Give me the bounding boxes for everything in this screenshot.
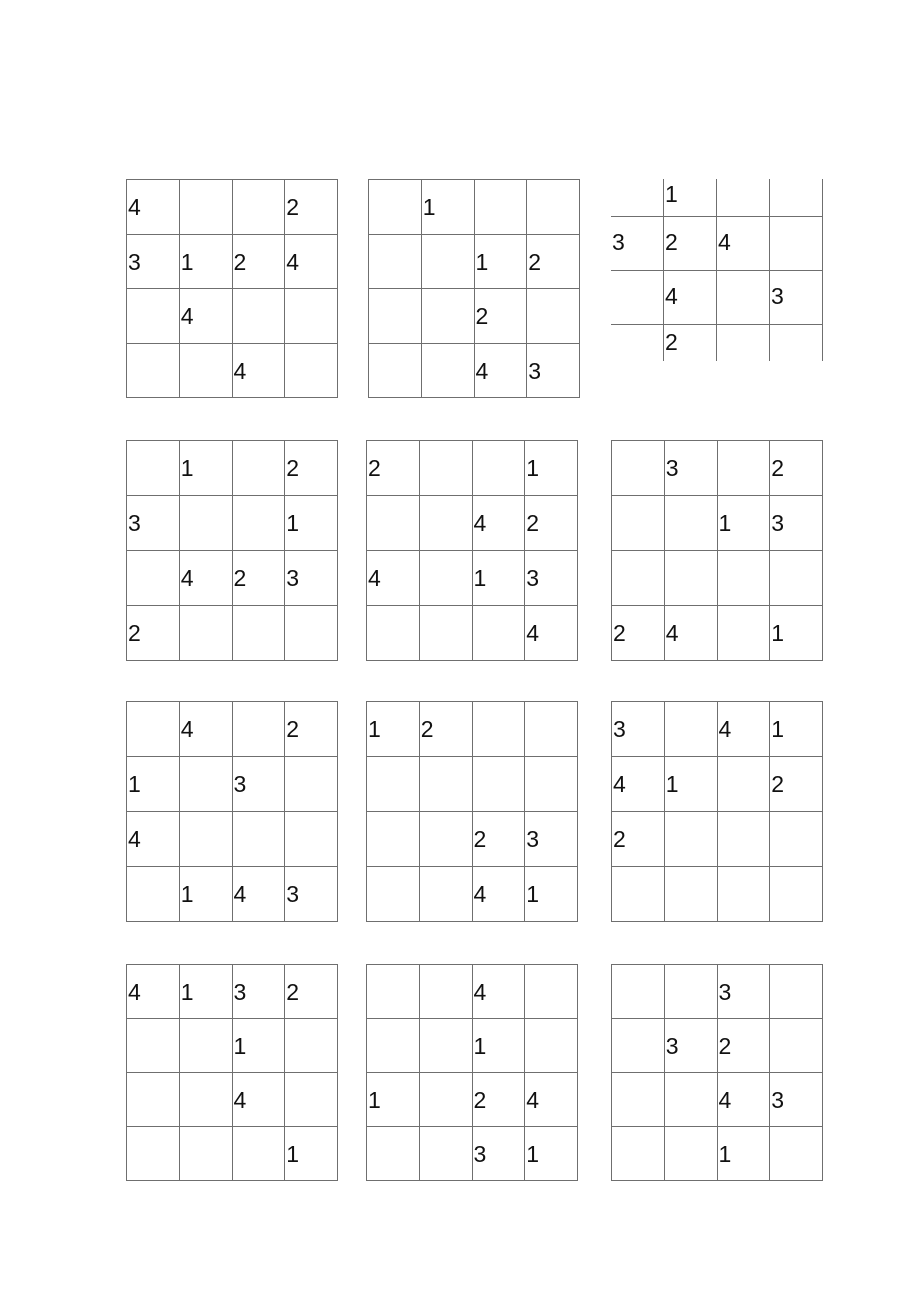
grid-cell [473, 1127, 526, 1181]
grid-cell [525, 965, 578, 1019]
cell-digit: 3 [286, 565, 300, 591]
grid-cell [233, 1073, 286, 1127]
grid-cell [664, 217, 717, 271]
cell-digit: 1 [718, 1141, 732, 1167]
cell-digit: 4 [233, 1087, 247, 1113]
cell-digit: 1 [771, 620, 785, 646]
grid-cell [367, 441, 420, 496]
cell-digit: 4 [718, 229, 731, 255]
grid-cell [611, 179, 664, 217]
grid-cell [475, 180, 528, 235]
grid-cell [127, 965, 180, 1019]
grid-cell [420, 606, 473, 661]
cell-digit: 4 [128, 979, 141, 1005]
cell-digit: 2 [528, 248, 542, 275]
grid-cell [420, 1019, 473, 1073]
grid-cell [525, 606, 578, 661]
cell-digit: 2 [286, 194, 300, 220]
cell-digit: 2 [771, 455, 785, 481]
cell-digit: 1 [180, 979, 194, 1005]
cell-digit: 4 [475, 357, 489, 384]
grid-cell [612, 1019, 665, 1073]
cell-digit: 1 [473, 565, 487, 591]
grid-cell [180, 289, 233, 344]
grid-cell [420, 812, 473, 867]
cell-digit: 2 [286, 455, 300, 481]
grid-cell [422, 235, 475, 290]
cell-digit: 4 [665, 283, 678, 309]
grid-cell [367, 867, 420, 922]
grid-cell [665, 812, 718, 867]
sudoku-grid-11 [366, 964, 578, 1181]
grid-cell [285, 235, 338, 290]
grid-cell [612, 441, 665, 496]
grid-cell [180, 702, 233, 757]
grid-cell [473, 1019, 526, 1073]
cell-digit: 3 [718, 979, 732, 1005]
grid-cell [127, 812, 180, 867]
grid-cell [770, 702, 823, 757]
grid-cell [473, 867, 526, 922]
grid-cell [127, 344, 180, 399]
grid-cell [770, 179, 823, 217]
cell-digit: 4 [180, 303, 194, 329]
grid-cell [285, 702, 338, 757]
grid-cell [127, 1019, 180, 1073]
grid-cell [180, 606, 233, 661]
grid-cell [473, 757, 526, 812]
cell-digit: 3 [771, 1087, 785, 1113]
cell-digit: 2 [665, 329, 678, 355]
grid-cell [527, 344, 580, 399]
sudoku-grid-7 [126, 701, 338, 922]
cell-digit: 1 [233, 1033, 247, 1059]
cell-digit: 4 [526, 1087, 540, 1113]
grid-cell [180, 867, 233, 922]
grid-cell [420, 496, 473, 551]
grid-cell [525, 551, 578, 606]
grid-cell [233, 757, 286, 812]
grid-cell [369, 289, 422, 344]
grid-cell [233, 496, 286, 551]
grid-cell [127, 551, 180, 606]
grid-cell [180, 757, 233, 812]
cell-digit: 3 [473, 1141, 487, 1167]
grid-cell [525, 441, 578, 496]
cell-digit: 2 [665, 229, 678, 255]
cell-digit: 3 [771, 283, 784, 309]
grid-cell [612, 757, 665, 812]
cell-digit: 4 [128, 194, 141, 220]
grid-cell [233, 606, 286, 661]
grid-cell [770, 757, 823, 812]
cell-digit: 3 [526, 826, 540, 852]
cell-digit: 2 [718, 1033, 732, 1059]
cell-digit: 4 [718, 716, 732, 742]
cell-digit: 2 [128, 620, 141, 646]
cell-digit: 4 [473, 979, 487, 1005]
cell-digit: 3 [612, 229, 625, 255]
grid-cell [525, 757, 578, 812]
grid-cell [180, 1019, 233, 1073]
grid-cell [285, 344, 338, 399]
cell-digit: 2 [420, 716, 434, 742]
grid-cell [285, 606, 338, 661]
grid-cell [367, 1019, 420, 1073]
sudoku-grid-6 [611, 440, 823, 661]
grid-cell [420, 551, 473, 606]
cell-digit: 4 [368, 565, 381, 591]
grid-cell [770, 606, 823, 661]
cell-digit: 2 [526, 510, 540, 536]
cell-digit: 2 [613, 620, 626, 646]
cell-digit: 3 [613, 716, 626, 742]
grid-cell [369, 180, 422, 235]
sudoku-grid-3 [611, 179, 823, 361]
grid-cell [285, 965, 338, 1019]
cell-digit: 1 [771, 716, 785, 742]
grid-cell [717, 217, 770, 271]
cell-digit: 3 [233, 771, 247, 797]
grid-cell [717, 325, 770, 361]
grid-cell [770, 1127, 823, 1181]
grid-cell [612, 551, 665, 606]
cell-digit: 4 [233, 881, 247, 907]
grid-cell [473, 965, 526, 1019]
grid-cell [233, 441, 286, 496]
grid-cell [127, 1127, 180, 1181]
grid-cell [665, 757, 718, 812]
grid-cell [612, 496, 665, 551]
grid-cell [527, 235, 580, 290]
cell-digit: 4 [286, 248, 300, 275]
cell-digit: 1 [473, 1033, 487, 1059]
grid-cell [527, 289, 580, 344]
grid-cell [127, 606, 180, 661]
grid-cell [367, 757, 420, 812]
grid-cell [525, 702, 578, 757]
grid-cell [180, 965, 233, 1019]
grid-cell [770, 496, 823, 551]
grid-cell [127, 757, 180, 812]
grid-cell [717, 179, 770, 217]
grid-cell [718, 496, 771, 551]
cell-digit: 1 [286, 1141, 300, 1167]
cell-digit: 1 [180, 248, 194, 275]
grid-cell [475, 289, 528, 344]
grid-cell [233, 965, 286, 1019]
grid-cell [525, 867, 578, 922]
grid-cell [665, 606, 718, 661]
grid-cell [473, 812, 526, 867]
grid-cell [664, 271, 717, 325]
grid-cell [233, 289, 286, 344]
cell-digit: 2 [233, 565, 247, 591]
cell-digit: 1 [422, 194, 436, 220]
cell-digit: 3 [665, 455, 679, 481]
cell-digit: 3 [128, 510, 141, 536]
grid-cell [770, 1073, 823, 1127]
grid-cell [525, 496, 578, 551]
grid-cell [285, 867, 338, 922]
grid-cell [422, 180, 475, 235]
grid-cell [718, 441, 771, 496]
grid-cell [473, 606, 526, 661]
cell-digit: 1 [526, 881, 540, 907]
cell-digit: 3 [233, 979, 247, 1005]
grid-cell [612, 965, 665, 1019]
cell-digit: 1 [718, 510, 732, 536]
grid-cell [611, 325, 664, 361]
grid-cell [525, 812, 578, 867]
grid-cell [127, 289, 180, 344]
cell-digit: 4 [613, 771, 626, 797]
cell-digit: 4 [665, 620, 679, 646]
sudoku-grid-4 [126, 440, 338, 661]
grid-cell [475, 235, 528, 290]
grid-cell [285, 812, 338, 867]
cell-digit: 1 [526, 1141, 540, 1167]
grid-cell [611, 271, 664, 325]
grid-cell [718, 1019, 771, 1073]
grid-cell [127, 180, 180, 235]
grid-cell [233, 812, 286, 867]
cell-digit: 1 [665, 181, 678, 207]
grid-cell [233, 344, 286, 399]
grid-cell [770, 271, 823, 325]
cell-digit: 2 [286, 716, 300, 742]
grid-cell [473, 496, 526, 551]
grid-cell [420, 441, 473, 496]
grid-cell [367, 965, 420, 1019]
grid-cell [420, 702, 473, 757]
cell-digit: 2 [233, 248, 247, 275]
grid-cell [422, 289, 475, 344]
grid-cell [233, 1127, 286, 1181]
sudoku-grid-9 [611, 701, 823, 922]
cell-digit: 3 [128, 248, 141, 275]
grid-cell [285, 441, 338, 496]
grid-cell [367, 551, 420, 606]
grid-cell [717, 271, 770, 325]
grid-cell [473, 551, 526, 606]
cell-digit: 2 [613, 826, 626, 852]
grid-cell [664, 179, 717, 217]
grid-cell [612, 606, 665, 661]
sudoku-grid-10 [126, 964, 338, 1181]
grid-cell [718, 867, 771, 922]
cell-digit: 1 [286, 510, 300, 536]
grid-cell [770, 1019, 823, 1073]
sudoku-grid-12 [611, 964, 823, 1181]
cell-digit: 1 [368, 1087, 381, 1113]
grid-cell [527, 180, 580, 235]
grid-cell [127, 702, 180, 757]
grid-cell [180, 235, 233, 290]
grid-cell [367, 1073, 420, 1127]
sudoku-grid-8 [366, 701, 578, 922]
cell-digit: 4 [180, 716, 194, 742]
cell-digit: 2 [475, 303, 489, 329]
grid-cell [664, 325, 717, 361]
cell-digit: 4 [473, 510, 487, 536]
grid-cell [612, 867, 665, 922]
grid-cell [473, 441, 526, 496]
grid-cell [770, 441, 823, 496]
grid-cell [285, 1073, 338, 1127]
grid-cell [612, 702, 665, 757]
cell-digit: 3 [286, 881, 300, 907]
grid-cell [718, 812, 771, 867]
grid-cell [770, 325, 823, 361]
grid-cell [475, 344, 528, 399]
grid-cell [770, 551, 823, 606]
grid-cell [718, 757, 771, 812]
grid-cell [420, 867, 473, 922]
grid-cell [718, 1073, 771, 1127]
grid-cell [285, 551, 338, 606]
cell-digit: 1 [368, 716, 381, 742]
grid-cell [770, 867, 823, 922]
grid-cell [420, 757, 473, 812]
grid-cell [612, 1127, 665, 1181]
grid-cell [420, 1073, 473, 1127]
sudoku-grid-5 [366, 440, 578, 661]
grid-cell [718, 702, 771, 757]
grid-cell [285, 1127, 338, 1181]
cell-digit: 4 [526, 620, 540, 646]
grid-cell [127, 235, 180, 290]
grid-cell [612, 1073, 665, 1127]
grid-cell [367, 702, 420, 757]
grid-cell [665, 441, 718, 496]
cell-digit: 3 [771, 510, 785, 536]
grid-cell [665, 496, 718, 551]
grid-cell [770, 965, 823, 1019]
grid-cell [525, 1019, 578, 1073]
sudoku-grid-2 [368, 179, 580, 398]
grid-cell [665, 551, 718, 606]
grid-cell [718, 551, 771, 606]
grid-cell [665, 702, 718, 757]
sudoku-grid-1 [126, 179, 338, 398]
grid-cell [180, 180, 233, 235]
grid-cell [369, 235, 422, 290]
grid-cell [525, 1073, 578, 1127]
grid-cell [180, 344, 233, 399]
grid-cell [127, 441, 180, 496]
grid-cell [285, 289, 338, 344]
grid-cell [612, 812, 665, 867]
grid-cell [770, 812, 823, 867]
grid-cell [473, 1073, 526, 1127]
cell-digit: 2 [771, 771, 785, 797]
grid-cell [127, 496, 180, 551]
grid-cell [180, 441, 233, 496]
cell-digit: 1 [180, 455, 194, 481]
cell-digit: 4 [473, 881, 487, 907]
grid-cell [718, 1127, 771, 1181]
grid-cell [233, 180, 286, 235]
grid-cell [233, 551, 286, 606]
cell-digit: 1 [180, 881, 194, 907]
cell-digit: 3 [526, 565, 540, 591]
grid-cell [180, 551, 233, 606]
grid-cell [233, 702, 286, 757]
grid-cell [665, 1019, 718, 1073]
cell-digit: 4 [233, 357, 247, 384]
grid-cell [665, 1073, 718, 1127]
grid-cell [665, 867, 718, 922]
grid-cell [367, 606, 420, 661]
cell-digit: 2 [473, 826, 487, 852]
cell-digit: 4 [128, 826, 141, 852]
cell-digit: 2 [368, 455, 381, 481]
grid-cell [285, 180, 338, 235]
grid-cell [611, 217, 664, 271]
grid-cell [473, 702, 526, 757]
grid-cell [233, 1019, 286, 1073]
grid-cell [369, 344, 422, 399]
cell-digit: 4 [718, 1087, 732, 1113]
grid-cell [420, 1127, 473, 1181]
cell-digit: 1 [475, 248, 489, 275]
cell-digit: 3 [665, 1033, 679, 1059]
grid-cell [285, 496, 338, 551]
grid-cell [422, 344, 475, 399]
grid-cell [420, 965, 473, 1019]
grid-cell [718, 965, 771, 1019]
cell-digit: 2 [473, 1087, 487, 1113]
cell-digit: 4 [180, 565, 194, 591]
cell-digit: 1 [526, 455, 540, 481]
grid-cell [180, 1073, 233, 1127]
grid-cell [367, 812, 420, 867]
grid-cell [367, 1127, 420, 1181]
cell-digit: 1 [128, 771, 141, 797]
cell-digit: 2 [286, 979, 300, 1005]
grid-cell [180, 496, 233, 551]
grid-cell [665, 1127, 718, 1181]
grid-cell [718, 606, 771, 661]
grid-cell [285, 1019, 338, 1073]
grid-cell [127, 1073, 180, 1127]
grid-cell [180, 812, 233, 867]
grid-cell [285, 757, 338, 812]
grid-cell [127, 867, 180, 922]
cell-digit: 3 [528, 357, 542, 384]
grid-cell [770, 217, 823, 271]
grid-cell [665, 965, 718, 1019]
grid-cell [367, 496, 420, 551]
grid-cell [180, 1127, 233, 1181]
grid-cell [233, 867, 286, 922]
grid-cell [525, 1127, 578, 1181]
grid-cell [233, 235, 286, 290]
cell-digit: 1 [665, 771, 679, 797]
